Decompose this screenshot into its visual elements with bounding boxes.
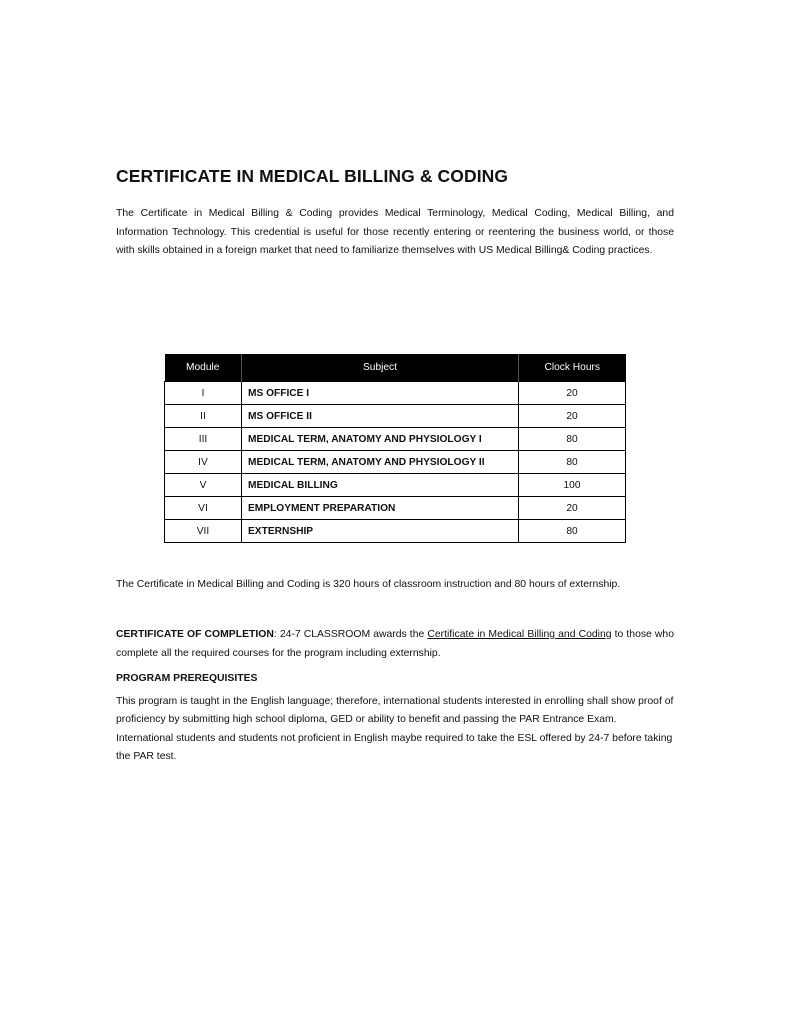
table-row <box>165 428 626 451</box>
cell-module: III <box>165 428 242 451</box>
intro-paragraph: The Certificate in Medical Billing & Coding provides Medical Terminology, Medical Coding, Medical Billing, and Information Technology. This credential is useful for those recently entering or reentering the business world, or those with skills obtained in a foreign market that need to familiarize themselves with US Medical Billing& Coding practices. <box>116 208 674 257</box>
header-subject: Subject <box>242 354 519 382</box>
cell-subject: MEDICAL TERM, ANATOMY AND PHYSIOLOGY II <box>242 451 519 474</box>
hours-paragraph: The Certificate in Medical Billing and Coding is 320 hours of classroom instruction and 80 hours of externship. <box>116 579 621 590</box>
table-row <box>165 474 626 497</box>
cell-module: VI <box>165 497 242 520</box>
header-module: Module <box>165 354 242 382</box>
cell-hours: 20 <box>519 497 626 520</box>
cell-module: II <box>165 405 242 428</box>
completion-paragraph <box>116 626 674 663</box>
completion-text-before: : 24-7 CLASSROOM awards the <box>273 629 428 640</box>
completion-text-after: to those who complete all the required courses for the program including externship. <box>116 629 674 659</box>
cell-subject: EXTERNSHIP <box>242 520 519 543</box>
table-row <box>165 497 626 520</box>
cell-module: IV <box>165 451 242 474</box>
document-title: CERTIFICATE IN MEDICAL BILLING & CODING <box>116 166 509 186</box>
cell-hours: 80 <box>519 520 626 543</box>
cell-module: I <box>165 382 242 405</box>
table-row <box>165 520 626 543</box>
header-clock-hours: Clock Hours <box>519 354 626 382</box>
cell-subject: MS OFFICE II <box>242 405 519 428</box>
prerequisites-paragraph: This program is taught in the English language; therefore, international students interested in enrolling shall show proof of proficiency by submitting high school diploma, GED or ability to benefit and passing the PAR Entrance Exam. International students and students not proficient in English maybe required to take the ESL offered by 24-7 before taking the PAR test. <box>116 696 674 762</box>
cell-hours: 20 <box>519 382 626 405</box>
cell-hours: 80 <box>519 428 626 451</box>
cell-subject: MS OFFICE I <box>242 382 519 405</box>
cell-module: VII <box>165 520 242 543</box>
cell-subject: EMPLOYMENT PREPARATION <box>242 497 519 520</box>
modules-table <box>164 354 626 543</box>
certificate-link: Certificate in Medical Billing and Coding <box>427 629 612 640</box>
cell-subject: MEDICAL BILLING <box>242 474 519 497</box>
table-row <box>165 451 626 474</box>
completion-label: CERTIFICATE OF COMPLETION <box>116 629 274 640</box>
cell-hours: 100 <box>519 474 626 497</box>
cell-hours: 80 <box>519 451 626 474</box>
cell-hours: 20 <box>519 405 626 428</box>
table-row <box>165 405 626 428</box>
prerequisites-heading: PROGRAM PREREQUISITES <box>116 673 258 684</box>
table-row <box>165 382 626 405</box>
table-header-row <box>165 354 626 382</box>
cell-module: V <box>165 474 242 497</box>
cell-subject: MEDICAL TERM, ANATOMY AND PHYSIOLOGY I <box>242 428 519 451</box>
